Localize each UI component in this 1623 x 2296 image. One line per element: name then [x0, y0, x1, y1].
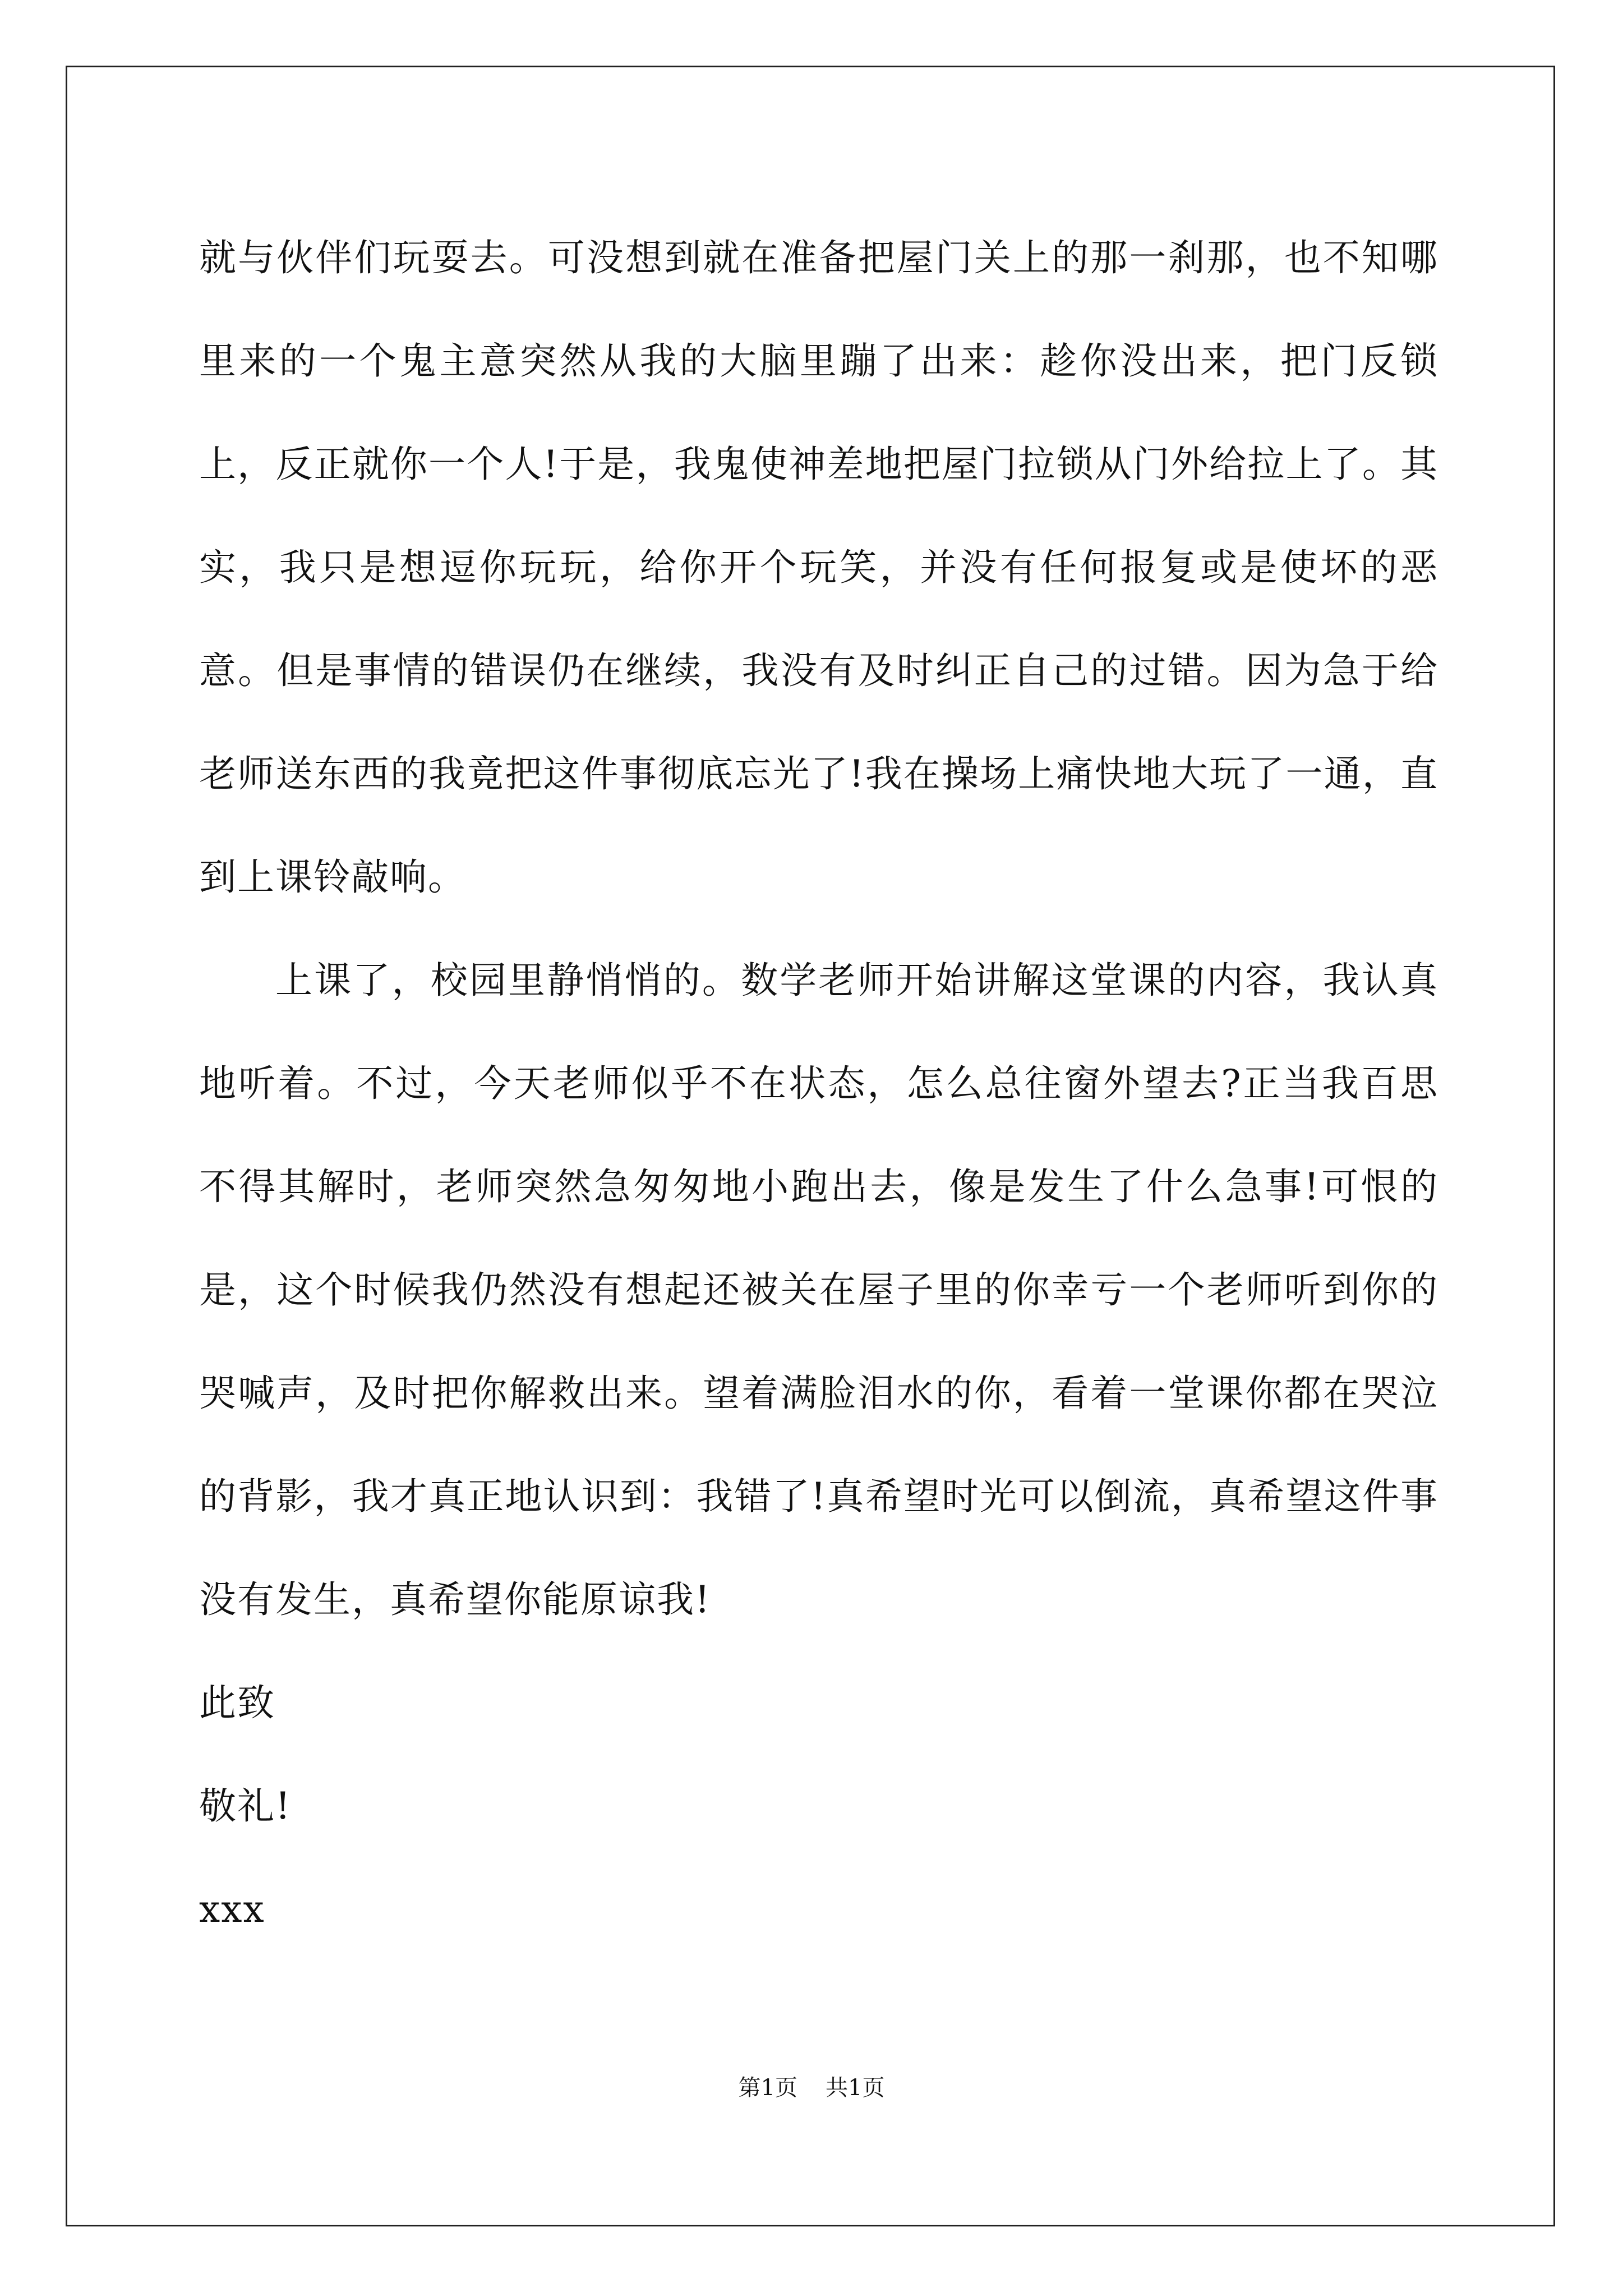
letter-body	[199, 206, 1438, 1961]
closing-regards: 敬礼!	[199, 1784, 292, 1828]
paragraph-2: 上课了，校园里静悄悄的。数学老师开始讲解这堂课的内容，我认真地听着。不过，今天老师似乎不在状态，怎么总往窗外望去?正当我百思不得其解时，老师突然急匆匆地小跑出去，像是发生了什么急事!可恨的是，这个时候我仍然没有想起还被关在屋子里的你幸亏一个老师听到你的哭喊声，及时把你解救出来。望着满脸泪水的你，看着一堂课你都在哭泣的背影，我才真正地认识到：我错了!真希望时光可以倒流，真希望这件事没有发生，真希望你能原谅我!	[199, 959, 1438, 1621]
page-total: 共1页	[826, 2075, 885, 2101]
signature: xxx	[199, 1888, 265, 1931]
page-number: 第1页	[738, 2075, 797, 2101]
closing-salutation: 此致	[199, 1681, 275, 1724]
paragraph-1: 就与伙伴们玩耍去。可没想到就在准备把屋门关上的那一刹那，也不知哪里来的一个鬼主意突然从我的大脑里蹦了出来：趁你没出来，把门反锁上，反正就你一个人!于是，我鬼使神差地把屋门拉锁从门外给拉上了。其实，我只是想逗你玩玩，给你开个玩笑，并没有任何报复或是使坏的恶意。但是事情的错误仍在继续，我没有及时纠正自己的过错。因为急于给老师送东西的我竟把这件事彻底忘光了!我在操场上痛快地大玩了一通，直到上课铃敲响。	[199, 236, 1438, 899]
page-footer	[0, 2070, 1623, 2102]
